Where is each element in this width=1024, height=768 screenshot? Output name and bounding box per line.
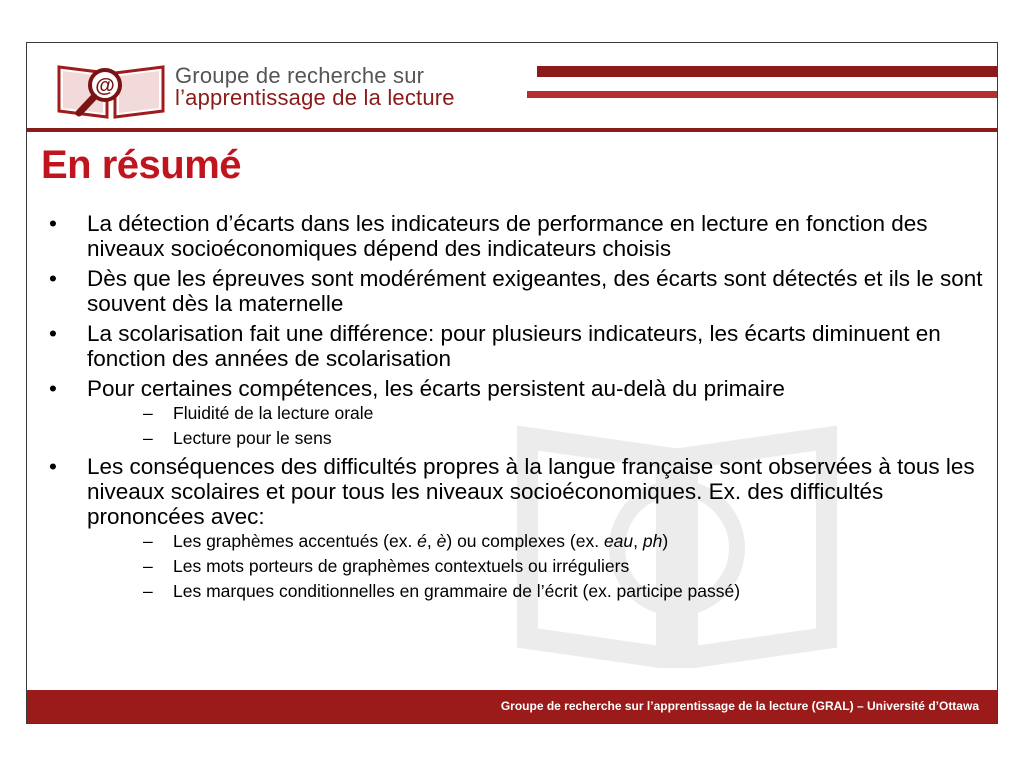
- bullet-list: [43, 211, 993, 607]
- bullet-marker: •: [49, 211, 57, 236]
- bullet-item: [43, 376, 993, 449]
- sub-bullet-item: [87, 531, 993, 552]
- bullet-item: [43, 454, 993, 602]
- sub-bullet-text: Les marques conditionnelles en grammaire de l’écrit (ex. participe passé): [173, 581, 741, 601]
- dash-marker: –: [143, 531, 153, 551]
- bullet-marker: •: [49, 376, 57, 401]
- bullet-text: Dès que les épreuves sont modérément exigeantes, des écarts sont détectés et ils le sont souvent dès la maternelle: [87, 266, 983, 316]
- slide-title: En résumé: [41, 143, 242, 187]
- dash-marker: –: [143, 403, 153, 423]
- text-run: ,: [633, 531, 643, 551]
- bullet-text: Les conséquences des difficultés propres à la langue française sont observées à tous les niveaux scolaires et pour tous les niveaux socioéconomiques. Ex. des difficultés prononcées avec:: [87, 454, 975, 529]
- header-bar-accent: [527, 91, 997, 98]
- at-sign-glyph: @: [95, 75, 115, 97]
- bullet-item: [43, 211, 993, 261]
- sub-bullet-text: Fluidité de la lecture orale: [173, 403, 374, 423]
- sub-bullet-text: Les mots porteurs de graphèmes contextuels ou irréguliers: [173, 556, 630, 576]
- bullet-item: [43, 321, 993, 371]
- example-e-grave: è: [436, 531, 447, 551]
- bullet-item: [43, 266, 993, 316]
- example-eau: eau: [603, 531, 634, 551]
- example-ph: ph: [642, 531, 663, 551]
- org-name-line1: Groupe de recherche sur: [175, 63, 425, 88]
- text-run: Les graphèmes accentués (ex.: [173, 531, 418, 551]
- book-magnifier-logo-icon: [55, 57, 167, 119]
- sub-bullet-item: [87, 403, 993, 424]
- footer-text: Groupe de recherche sur l’apprentissage de la lecture (GRAL) – Université d’Ottawa: [500, 699, 979, 713]
- text-run: ) ou complexes (ex.: [446, 531, 604, 551]
- dash-marker: –: [143, 556, 153, 576]
- sub-bullet-item: [87, 428, 993, 449]
- sub-bullet-text: [173, 531, 668, 551]
- bullet-text: La détection d’écarts dans les indicateurs de performance en lecture en fonction des niveaux socioéconomiques dépend des indicateurs choisis: [87, 211, 928, 261]
- footer-bar: [27, 690, 997, 723]
- org-name-line2: l’apprentissage de la lecture: [175, 85, 455, 110]
- header-bar: [537, 66, 997, 77]
- bullet-marker: •: [49, 454, 57, 479]
- header-divider: [27, 128, 997, 132]
- sub-bullet-item: [87, 556, 993, 577]
- sub-bullet-text: Lecture pour le sens: [173, 428, 332, 448]
- dash-marker: –: [143, 581, 153, 601]
- text-run: ,: [426, 531, 437, 551]
- bullet-marker: •: [49, 266, 57, 291]
- example-e-acute: é: [417, 531, 427, 551]
- bullet-text: Pour certaines compétences, les écarts persistent au-delà du primaire: [87, 376, 785, 401]
- bullet-marker: •: [49, 321, 57, 346]
- organization-name: [175, 65, 455, 109]
- slide: [26, 42, 998, 724]
- text-run: ): [662, 531, 669, 551]
- sub-bullet-item: [87, 581, 993, 602]
- dash-marker: –: [143, 428, 153, 448]
- bullet-text: La scolarisation fait une différence: pour plusieurs indicateurs, les écarts diminuent en fonction des années de scolarisation: [87, 321, 941, 371]
